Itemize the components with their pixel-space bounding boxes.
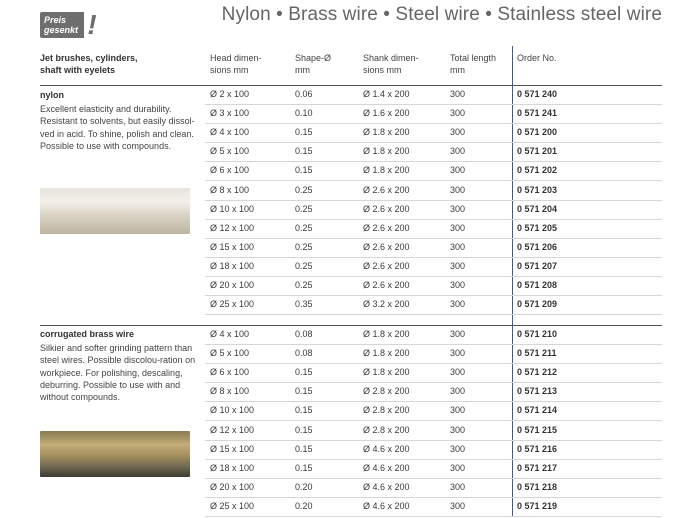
cell-shank: Ø 2.8 x 200 <box>363 386 410 397</box>
cell-shank: Ø 1.8 x 200 <box>363 329 410 339</box>
cell-shape: 0.15 <box>295 462 313 473</box>
cell-shape: 0.15 <box>295 405 313 416</box>
cell-shank: Ø 4.6 x 200 <box>363 481 410 492</box>
cell-shank: Ø 1.8 x 200 <box>363 367 410 378</box>
price-reduced-badge <box>40 9 97 40</box>
cell-head: Ø 10 x 100 <box>210 405 255 416</box>
cell-length: 300 <box>450 184 466 195</box>
cell-length: 300 <box>450 424 466 435</box>
table-row <box>205 86 662 105</box>
cell-shape: 0.25 <box>295 241 313 252</box>
cell-shank: Ø 1.4 x 200 <box>363 89 410 99</box>
table-row <box>205 162 662 181</box>
cell-order: 0 571 203 <box>517 184 558 195</box>
cell-order: 0 571 241 <box>517 108 558 119</box>
cell-head: Ø 18 x 100 <box>210 260 255 271</box>
cell-head: Ø 25 x 100 <box>210 500 255 511</box>
col-header-length: Total length mm <box>450 53 497 75</box>
cell-shape: 0.15 <box>295 127 313 138</box>
cell-shank: Ø 4.6 x 200 <box>363 462 410 473</box>
cell-order: 0 571 218 <box>517 481 558 492</box>
table-row <box>205 258 662 277</box>
table-row <box>205 422 662 441</box>
brass-brush-photo <box>40 431 190 477</box>
table-row <box>205 220 662 239</box>
cell-length: 300 <box>450 443 466 454</box>
nylon-brush-photo <box>40 188 190 234</box>
cell-head: Ø 6 x 100 <box>210 165 250 176</box>
cell-length: 300 <box>450 367 466 378</box>
cell-order: 0 571 204 <box>517 203 558 214</box>
cell-order: 0 571 240 <box>517 89 558 99</box>
cell-length: 300 <box>450 203 466 214</box>
cell-shank: Ø 2.8 x 200 <box>363 424 410 435</box>
cell-head: Ø 20 x 100 <box>210 481 255 492</box>
table-row <box>205 239 662 258</box>
cell-order: 0 571 202 <box>517 165 558 176</box>
cell-length: 300 <box>450 165 466 176</box>
cell-head: Ø 5 x 100 <box>210 146 250 157</box>
cell-order: 0 571 201 <box>517 146 558 157</box>
cell-shape: 0.25 <box>295 222 313 233</box>
cell-shape: 0.20 <box>295 481 313 492</box>
cell-shank: Ø 1.8 x 200 <box>363 348 410 359</box>
cell-shank: Ø 2.6 x 200 <box>363 260 410 271</box>
cell-shape: 0.08 <box>295 329 313 339</box>
cell-shank: Ø 2.8 x 200 <box>363 405 410 416</box>
cell-shape: 0.06 <box>295 89 313 99</box>
cell-order: 0 571 214 <box>517 405 558 416</box>
cell-length: 300 <box>450 108 466 119</box>
cell-shank: Ø 1.8 x 200 <box>363 146 410 157</box>
cell-order: 0 571 207 <box>517 260 558 271</box>
cell-shank: Ø 4.6 x 200 <box>363 443 410 454</box>
cell-order: 0 571 205 <box>517 222 558 233</box>
cell-head: Ø 25 x 100 <box>210 299 255 310</box>
cell-length: 300 <box>450 405 466 416</box>
cell-length: 300 <box>450 89 466 99</box>
cell-head: Ø 4 x 100 <box>210 127 250 138</box>
cell-order: 0 571 206 <box>517 241 558 252</box>
cell-head: Ø 6 x 100 <box>210 367 250 378</box>
table-row <box>205 326 662 345</box>
badge-exclamation: ! <box>84 10 100 40</box>
col-header-order: Order No. <box>517 53 557 63</box>
cell-shape: 0.35 <box>295 299 313 310</box>
section-title-brass: corrugated brass wire <box>40 329 135 339</box>
cell-shape: 0.10 <box>295 108 313 119</box>
cell-head: Ø 12 x 100 <box>210 424 255 435</box>
badge-line2: gesenkt <box>44 25 79 35</box>
cell-length: 300 <box>450 500 466 511</box>
cell-shape: 0.15 <box>295 424 313 435</box>
section-desc-nylon: Excellent elasticity and durability. Resistant to solvents, but easily dissol-ved in acid. To shine, polish and clean. Possible to use with compounds. <box>40 104 195 151</box>
cell-shank: Ø 2.6 x 200 <box>363 280 410 290</box>
cell-shape: 0.25 <box>295 203 313 214</box>
cell-head: Ø 10 x 100 <box>210 203 255 214</box>
cell-head: Ø 18 x 100 <box>210 462 255 473</box>
cell-shape: 0.25 <box>295 280 313 290</box>
cell-head: Ø 8 x 100 <box>210 386 250 397</box>
table-row <box>205 182 662 201</box>
cell-shape: 0.15 <box>295 165 313 176</box>
cell-head: Ø 2 x 100 <box>210 89 250 99</box>
cell-shape: 0.08 <box>295 348 313 359</box>
cell-length: 300 <box>450 146 466 157</box>
cell-length: 300 <box>450 127 466 138</box>
cell-shape: 0.25 <box>295 184 313 195</box>
table-row <box>205 441 662 460</box>
cell-shape: 0.15 <box>295 146 313 157</box>
cell-length: 300 <box>450 222 466 233</box>
cell-shape: 0.15 <box>295 443 313 454</box>
col-header-product: Jet brushes, cylinders, shaft with eyelets <box>40 53 138 75</box>
cell-shape: 0.15 <box>295 386 313 397</box>
table-row <box>205 402 662 421</box>
cell-head: Ø 12 x 100 <box>210 222 255 233</box>
table-row <box>205 498 662 517</box>
table-row <box>205 364 662 383</box>
cell-shank: Ø 1.6 x 200 <box>363 108 410 119</box>
cell-head: Ø 15 x 100 <box>210 443 255 454</box>
cell-length: 300 <box>450 348 466 359</box>
cell-order: 0 571 219 <box>517 500 558 511</box>
table-row <box>205 277 662 296</box>
cell-shank: Ø 2.6 x 200 <box>363 184 410 195</box>
cell-length: 300 <box>450 299 466 310</box>
cell-head: Ø 4 x 100 <box>210 329 250 339</box>
cell-shank: Ø 1.8 x 200 <box>363 127 410 138</box>
cell-head: Ø 20 x 100 <box>210 280 255 290</box>
cell-order: 0 571 215 <box>517 424 558 435</box>
badge-line1: Preis <box>44 15 67 25</box>
cell-length: 300 <box>450 329 466 339</box>
cell-head: Ø 8 x 100 <box>210 184 250 195</box>
cell-length: 300 <box>450 280 466 290</box>
cell-shank: Ø 3.2 x 200 <box>363 299 410 310</box>
cell-head: Ø 3 x 100 <box>210 108 250 119</box>
cell-order: 0 571 216 <box>517 443 558 454</box>
cell-shape: 0.20 <box>295 500 313 511</box>
cell-head: Ø 5 x 100 <box>210 348 250 359</box>
cell-shank: Ø 2.6 x 200 <box>363 241 410 252</box>
table-row <box>205 105 662 124</box>
cell-shape: 0.25 <box>295 260 313 271</box>
cell-order: 0 571 200 <box>517 127 558 138</box>
table-row <box>205 383 662 402</box>
cell-order: 0 571 213 <box>517 386 558 397</box>
table-row <box>205 143 662 162</box>
cell-order: 0 571 212 <box>517 367 558 378</box>
cell-length: 300 <box>450 260 466 271</box>
cell-length: 300 <box>450 241 466 252</box>
cell-shank: Ø 2.6 x 200 <box>363 203 410 214</box>
section-title-nylon: nylon <box>40 90 64 100</box>
cell-head: Ø 15 x 100 <box>210 241 255 252</box>
table-row <box>205 124 662 143</box>
table-row <box>205 296 662 315</box>
col-header-shape: Shape-Ø mm <box>295 53 332 75</box>
table-row <box>205 345 662 364</box>
cell-order: 0 571 211 <box>517 348 557 359</box>
section-desc-brass: Silkier and softer grinding pattern than steel wires. Possible discolou-ration on workpiece. For polishing, descaling, deburring. Possible to use with and without compounds. <box>40 343 196 403</box>
cell-shank: Ø 1.8 x 200 <box>363 165 410 176</box>
cell-length: 300 <box>450 481 466 492</box>
cell-shank: Ø 2.6 x 200 <box>363 222 410 233</box>
cell-order: 0 571 209 <box>517 299 558 310</box>
col-header-shank: Shank dimen- sions mm <box>363 53 419 75</box>
table-row <box>205 201 662 220</box>
table-row <box>205 460 662 479</box>
cell-shank: Ø 4.6 x 200 <box>363 500 410 511</box>
col-header-head: Head dimen- sions mm <box>210 53 262 75</box>
page-title: Nylon • Brass wire • Steel wire • Stainless steel wire <box>221 4 662 25</box>
cell-length: 300 <box>450 386 466 397</box>
cell-order: 0 571 210 <box>517 329 558 339</box>
cell-order: 0 571 208 <box>517 280 558 290</box>
cell-length: 300 <box>450 462 466 473</box>
cell-order: 0 571 217 <box>517 462 558 473</box>
table-row <box>205 479 662 498</box>
cell-shape: 0.15 <box>295 367 313 378</box>
